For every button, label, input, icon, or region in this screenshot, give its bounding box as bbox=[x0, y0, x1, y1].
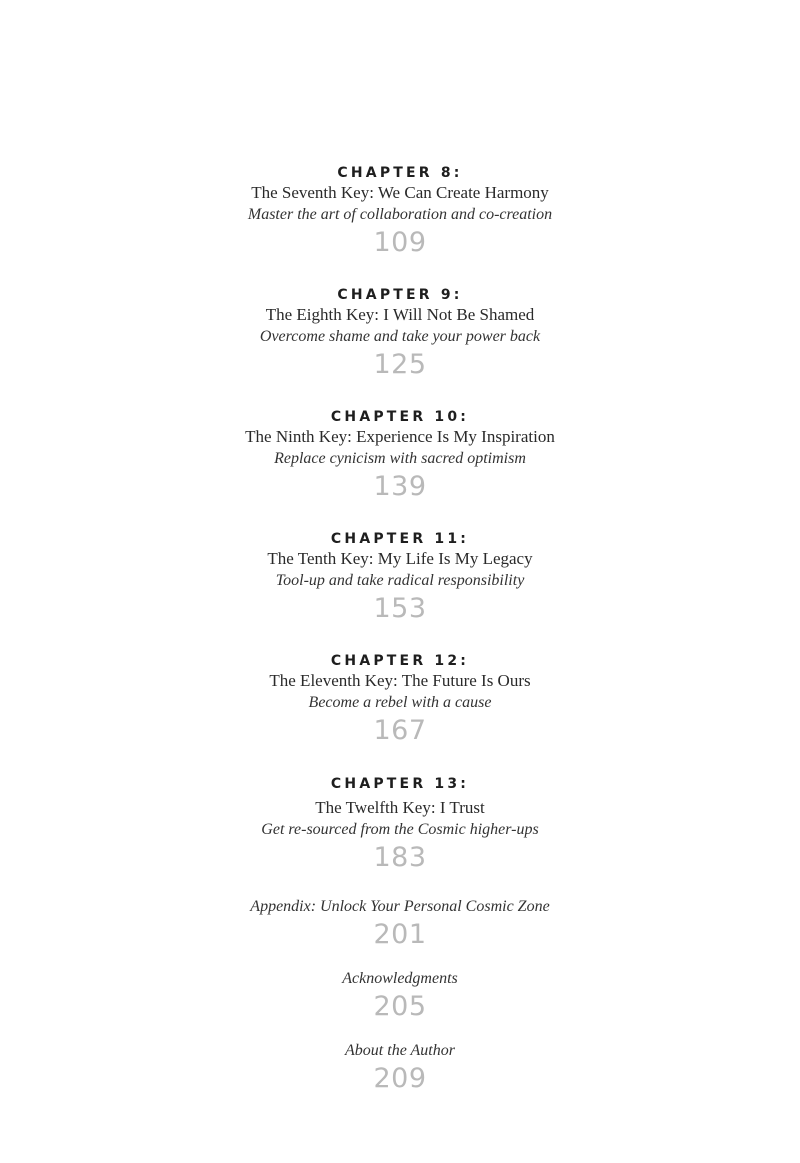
page-number: 125 bbox=[373, 349, 427, 380]
chapter-subtitle: Replace cynicism with sacred optimism bbox=[274, 450, 526, 467]
toc-entry-chapter-13 bbox=[0, 775, 800, 875]
chapter-subtitle: Get re-sourced from the Cosmic higher-ups bbox=[261, 821, 539, 838]
chapter-label: CHAPTER 13: bbox=[330, 776, 470, 792]
chapter-title: The Eleventh Key: The Future Is Ours bbox=[269, 671, 531, 690]
page-number: 183 bbox=[373, 842, 427, 873]
page-number: 109 bbox=[373, 227, 427, 258]
toc-entry-chapter-8 bbox=[0, 164, 800, 260]
toc-entry-appendix bbox=[0, 896, 800, 952]
toc-entry-about-the-author bbox=[0, 1040, 800, 1096]
chapter-title: The Ninth Key: Experience Is My Inspiration bbox=[245, 427, 555, 446]
page-number: 153 bbox=[373, 593, 427, 624]
page-number: 201 bbox=[373, 919, 427, 950]
chapter-label: CHAPTER 12: bbox=[330, 653, 470, 669]
toc-entry-chapter-11 bbox=[0, 530, 800, 626]
toc-entry-chapter-9 bbox=[0, 286, 800, 382]
chapter-subtitle: Tool-up and take radical responsibility bbox=[275, 572, 525, 589]
toc-entry-chapter-12 bbox=[0, 652, 800, 748]
page-number: 167 bbox=[373, 715, 427, 746]
toc-entry-acknowledgments bbox=[0, 968, 800, 1024]
chapter-label: CHAPTER 8: bbox=[337, 165, 463, 181]
chapter-label: CHAPTER 10: bbox=[330, 409, 470, 425]
chapter-title: The Twelfth Key: I Trust bbox=[315, 798, 485, 817]
chapter-title: The Eighth Key: I Will Not Be Shamed bbox=[265, 305, 535, 324]
chapter-subtitle: Overcome shame and take your power back bbox=[259, 328, 541, 345]
page-number: 209 bbox=[373, 1063, 427, 1094]
chapter-title: The Seventh Key: We Can Create Harmony bbox=[251, 183, 549, 202]
chapter-title: The Tenth Key: My Life Is My Legacy bbox=[267, 549, 533, 568]
back-matter-title: About the Author bbox=[345, 1042, 455, 1059]
page-number: 205 bbox=[373, 991, 427, 1022]
back-matter-title: Acknowledgments bbox=[342, 970, 458, 987]
chapter-label: CHAPTER 9: bbox=[337, 287, 463, 303]
chapter-subtitle: Become a rebel with a cause bbox=[308, 694, 492, 711]
page-number: 139 bbox=[373, 471, 427, 502]
chapter-subtitle: Master the art of collaboration and co-creation bbox=[247, 206, 553, 223]
back-matter-title: Appendix: Unlock Your Personal Cosmic Zone bbox=[250, 898, 550, 915]
chapter-label: CHAPTER 11: bbox=[330, 531, 470, 547]
toc-entry-chapter-10 bbox=[0, 408, 800, 504]
